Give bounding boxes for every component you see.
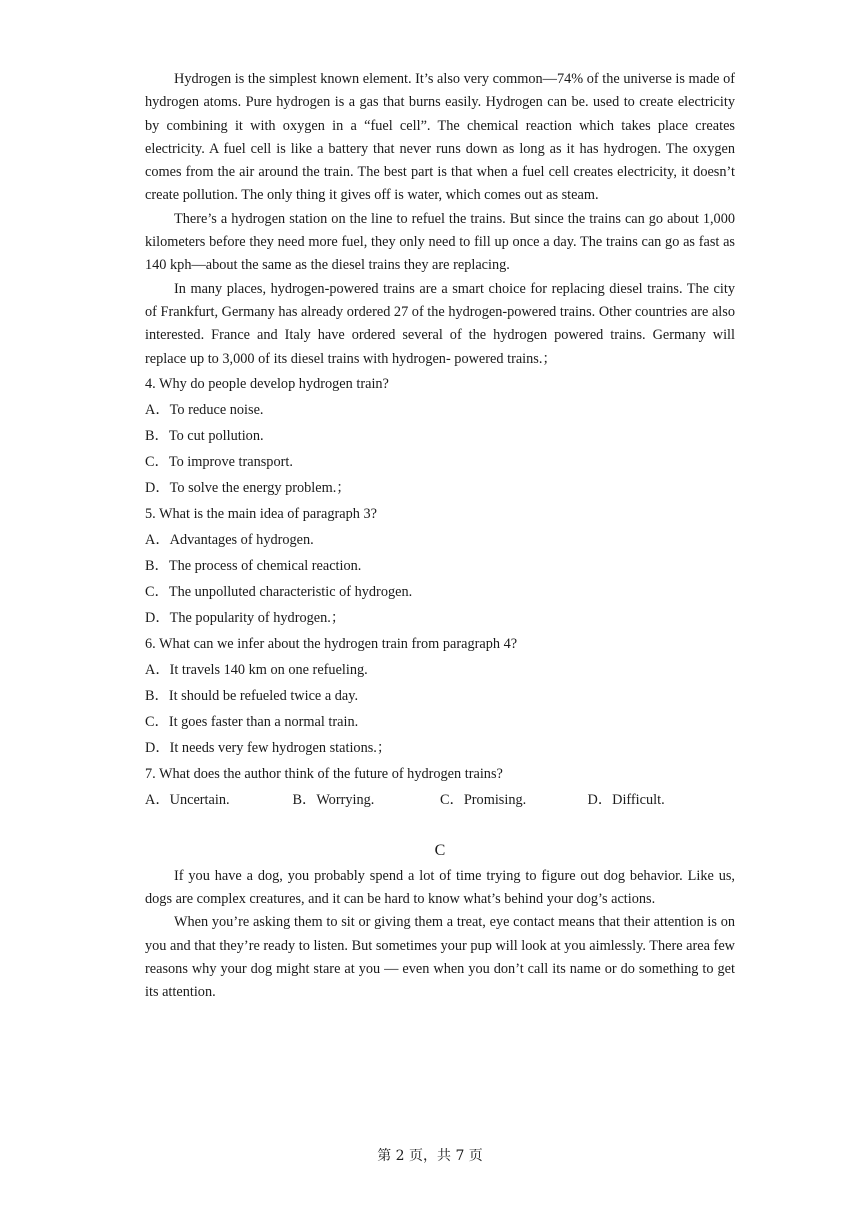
option: C．It goes faster than a normal train. <box>145 713 359 730</box>
paragraph: In many places, hydrogen-powered trains are a smart choice for replacing diesel trains. The city of Frankfurt, Germany has already ordered 27 of the hydrogen-powered trains. Other countries are also interested. France and Italy have ordered several of the hydrogen powered trains. Germany will replace up to 3,000 of its diesel trains with hydrogen- powered trains.； <box>145 280 735 367</box>
option: C．Promising. <box>440 791 527 808</box>
question-stem: 5. What is the main idea of paragraph 3? <box>145 505 377 522</box>
paragraph: There’s a hydrogen station on the line to refuel the trains. But since the trains can go about 1,000 kilometers before they need more fuel, they only need to fill up once a day. The trains can go as fast as 140 kph—about the same as the diesel trains they are replacing. <box>145 210 735 274</box>
question-stem: 7. What does the author think of the future of hydrogen trains? <box>145 765 503 782</box>
option: C．To improve transport. <box>145 453 293 470</box>
option: C．The unpolluted characteristic of hydrogen. <box>145 583 413 600</box>
question-stem: 4. Why do people develop hydrogen train? <box>145 375 389 392</box>
paragraph: If you have a dog, you probably spend a lot of time trying to figure out dog behavior. Like us, dogs are complex creatures, and it can be hard to know what’s behind your dog’s actions. <box>145 867 735 908</box>
option: A．It travels 140 km on one refueling. <box>145 661 368 678</box>
option: D．It needs very few hydrogen stations.； <box>145 739 392 756</box>
section-heading: C <box>434 841 446 859</box>
option: B．To cut pollution. <box>145 427 264 444</box>
option: D．To solve the energy problem.； <box>145 479 351 496</box>
question-4 <box>145 371 735 501</box>
question-6 <box>145 631 735 761</box>
question-7 <box>145 761 735 813</box>
option: A．To reduce noise. <box>145 401 264 418</box>
paragraph: When you’re asking them to sit or giving them a treat, eye contact means that their attention is on you and that they’re ready to listen. But sometimes your pup will look at you aimlessly. There area few reasons why your dog might stare at you — even when you don’t call its name or do something to get its attention. <box>145 914 735 1001</box>
options-row <box>145 787 735 813</box>
paragraph: Hydrogen is the simplest known element. It’s also very common—74% of the universe is made of hydrogen atoms. Pure hydrogen is a gas that burns easily. Hydrogen can be. used to create electricity by combining it with oxygen in a “fuel cell”. The chemical reaction which takes place creates electricity. A fuel cell is like a battery that never runs down as long as it has hydrogen. The oxygen comes from the air around the train. The best part is that when a fuel cell creates electricity, it doesn’t create pollution. The only thing it gives off is water, which comes out as steam. <box>145 71 735 204</box>
option: A．Advantages of hydrogen. <box>145 531 314 548</box>
question-5 <box>145 501 735 631</box>
option: B．The process of chemical reaction. <box>145 557 362 574</box>
option: B．Worrying. <box>292 791 375 808</box>
option: D．Difficult. <box>587 791 665 808</box>
option: A．Uncertain. <box>145 791 230 808</box>
option: B．It should be refueled twice a day. <box>145 687 359 704</box>
page-footer: 第 2 页，共 7 页 <box>377 1148 483 1164</box>
question-stem: 6. What can we infer about the hydrogen train from paragraph 4? <box>145 635 518 652</box>
document-page <box>145 68 735 1005</box>
option: D．The popularity of hydrogen.； <box>145 609 346 626</box>
